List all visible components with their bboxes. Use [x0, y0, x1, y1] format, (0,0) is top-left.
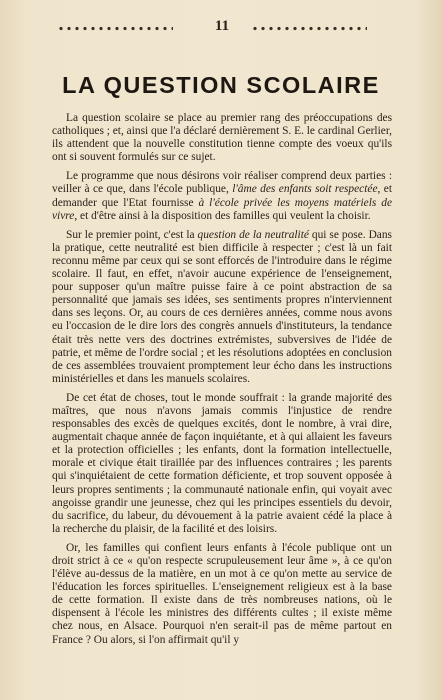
paragraph-2: Le programme que nous désirons voir réaliser comprend deux parties : veiller à ce que, dans l'école publique, l'âme des enfants soit respectée, et demander que l'Etat fournisse à l'école privée les moyens matériels de vivre, et d'être ainsi à la disposition des familles qui veulent la choisir. — [52, 170, 393, 222]
emphasis-text: à l'école privée les moyens matériels de vivre — [52, 196, 393, 222]
left-ornament-rule — [58, 26, 173, 31]
page-title: LA QUESTION SCOLAIRE — [62, 72, 380, 98]
page-header — [0, 20, 442, 36]
page-number: 11 — [214, 18, 230, 34]
paragraph-4: De cet état de choses, tout le monde souffrait : la grande majorité des maîtres, que nous n'avons jamais commis l'injustice de rendre responsables des excès de quelques excités, dont le nombre, à vrai dire, augmentait chaque année de façon inquiétante, et à qui allaient les faveurs et la protection officielles ; les enfants, dont la formation intellectuelle, morale et civique était tiraillée par des influences contraires ; les parents qui s'inquiétaient de cette formation déficiente, et trop souvent opposée à leurs propres sentiments ; la communauté nationale enfin, qui voyait avec angoisse grandir une jeunesse, chez qui les principes essentiels du devoir, du sacrifice, du labeur, du dévouement à la patrie avaient cédé la place à la recherche du plaisir, de la facilité et des loisirs. — [52, 391, 392, 535]
article-body — [52, 112, 392, 653]
paragraph-5: Or, les familles qui confient leurs enfants à l'école publique ont un droit strict à ce « qu'on respecte scrupuleusement leur âme », à ce qu'on l'élève au-dessus de la matière, en un mot à ce qu'on mette au service de l'éducation les forces spirituelles. L'enseignement religieux est à la base de cette formation. Il existe dans de très nombreuses nations, où le dispensent à l'école les ministres des différents cultes ; il existe même chez nous, en Alsace. Pourquoi n'en serait-il pas de même partout en France ? Ou alors, si l'on affirmait qu'il y — [52, 541, 392, 646]
emphasis-text: question de la neutralité — [197, 228, 309, 241]
right-ornament-rule — [252, 26, 367, 31]
emphasis-text: l'âme des enfants soit respectée — [232, 183, 378, 196]
paragraph-3: Sur le premier point, c'est la question de la neutralité qui se pose. Dans la pratique, cette neutralité est bien difficile à respecter ; c'est là un fait reconnu même par ceux qui se sont efforcés de l'introduire dans le régime scolaire. Il faut, en effet, n'avoir aucune expérience de l'enseignement, pour supposer qu'un maître puisse faire à ce point abstraction de sa personnalité que jamais ses idées, ses sentiments propres n'interviennent dans ses leçons. Or, au cours de ces dernières années, comme nous avons eu l'occasion de le dire lors des congrès annuels d'instituteurs, la tendance était très nette vers des doctrines extrémistes, subversives de l'idée de patrie, et même de l'ordre social ; et les résolutions adoptées en conclusion de ces assemblées trouvaient promptement leur écho dans les instructions ministérielles et dans les manuels scolaires. — [52, 228, 392, 385]
paragraph-1: La question scolaire se place au premier rang des préoccupations des catholiques ; et, ainsi que l'a déclaré dernièrement S. E. le cardinal Gerlier, ils attendent que la nouvelle constitution tienne compte des voeux qu'ils ont si souvent formulés sur ce sujet. — [52, 112, 393, 164]
